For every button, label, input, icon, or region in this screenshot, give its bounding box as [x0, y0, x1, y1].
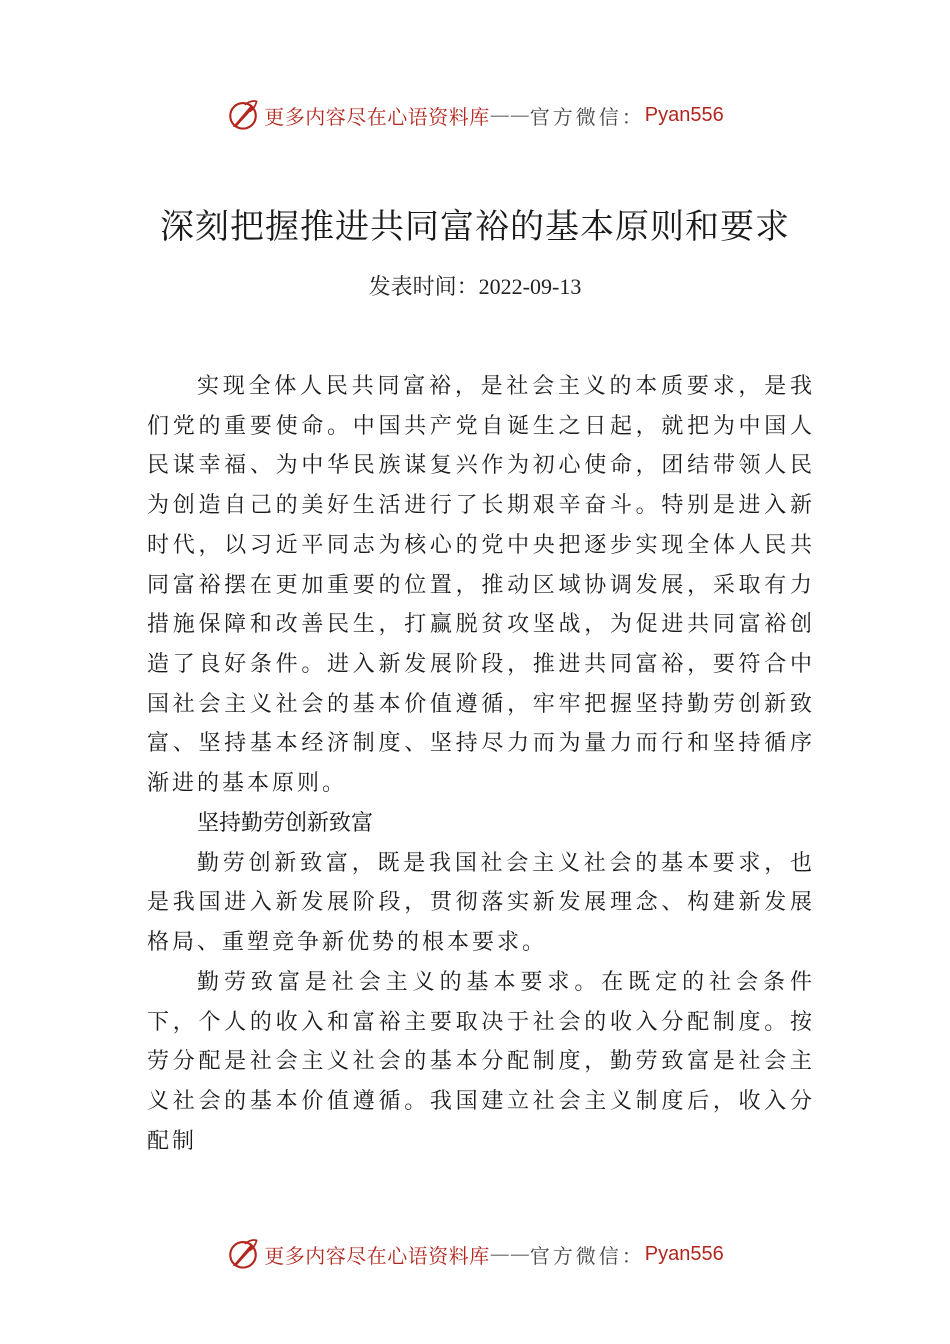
section-paragraph: 勤劳致富是社会主义的基本要求。在既定的社会条件下，个人的收入和富裕主要取决于社会的收入分配制度。按劳分配是社会主义社会的基本分配制度，勤劳致富是社会主义社会的基本价值遵循。我国建立社会主义制度后，收入分配制: [147, 969, 815, 1154]
footer-banner: [0, 1232, 950, 1276]
banner-dash: ——: [489, 1242, 530, 1266]
banner-wechat-id: Pyan556: [644, 1242, 724, 1265]
article-body: [147, 367, 815, 1161]
intro-paragraph: 实现全体人民共同富裕，是社会主义的本质要求，是我们党的重要使命。中国共产党自诞生之日起，就把为中国人民谋幸福、为中华民族谋复兴作为初心使命，团结带领人民为创造自己的美好生活进行了长期艰辛奋斗。特别是进入新时代，以习近平同志为核心的党中央把逐步实现全体人民共同富裕摆在更加重要的位置，推动区域协调发展，采取有力措施保障和改善民生，打赢脱贫攻坚战，为促进共同富裕创造了良好条件。进入新发展阶段，推进共同富裕，要符合中国社会主义社会的基本价值遵循，牢牢把握坚持勤劳创新致富、坚持基本经济制度、坚持尽力而为量力而行和坚持循序渐进的基本原则。: [147, 374, 815, 797]
banner-wechat-label: 官方微信：: [529, 1243, 645, 1268]
banner-brand-text: 更多内容尽在心语资料库: [264, 1243, 490, 1268]
quill-logo-icon: [226, 98, 260, 132]
publish-date-label: 发表时间：: [368, 275, 479, 300]
header-banner: [0, 93, 950, 137]
banner-dash: ——: [489, 103, 530, 127]
banner-wechat-id: Pyan556: [644, 103, 724, 126]
publish-date-value: 2022-09-13: [478, 274, 582, 299]
quill-logo-icon: [226, 1237, 260, 1271]
banner-brand-text: 更多内容尽在心语资料库: [264, 104, 490, 129]
section-paragraph: 勤劳创新致富，既是我国社会主义社会的基本要求，也是我国进入新发展阶段，贯彻落实新发展理念、构建新发展格局、重塑竞争新优势的根本要求。: [147, 850, 815, 956]
publish-date: [0, 270, 950, 305]
banner-wechat-label: 官方微信：: [529, 104, 645, 129]
article-title: 深刻把握推进共同富裕的基本原则和要求: [160, 207, 790, 247]
section-heading: 坚持勤劳创新致富: [197, 810, 374, 836]
